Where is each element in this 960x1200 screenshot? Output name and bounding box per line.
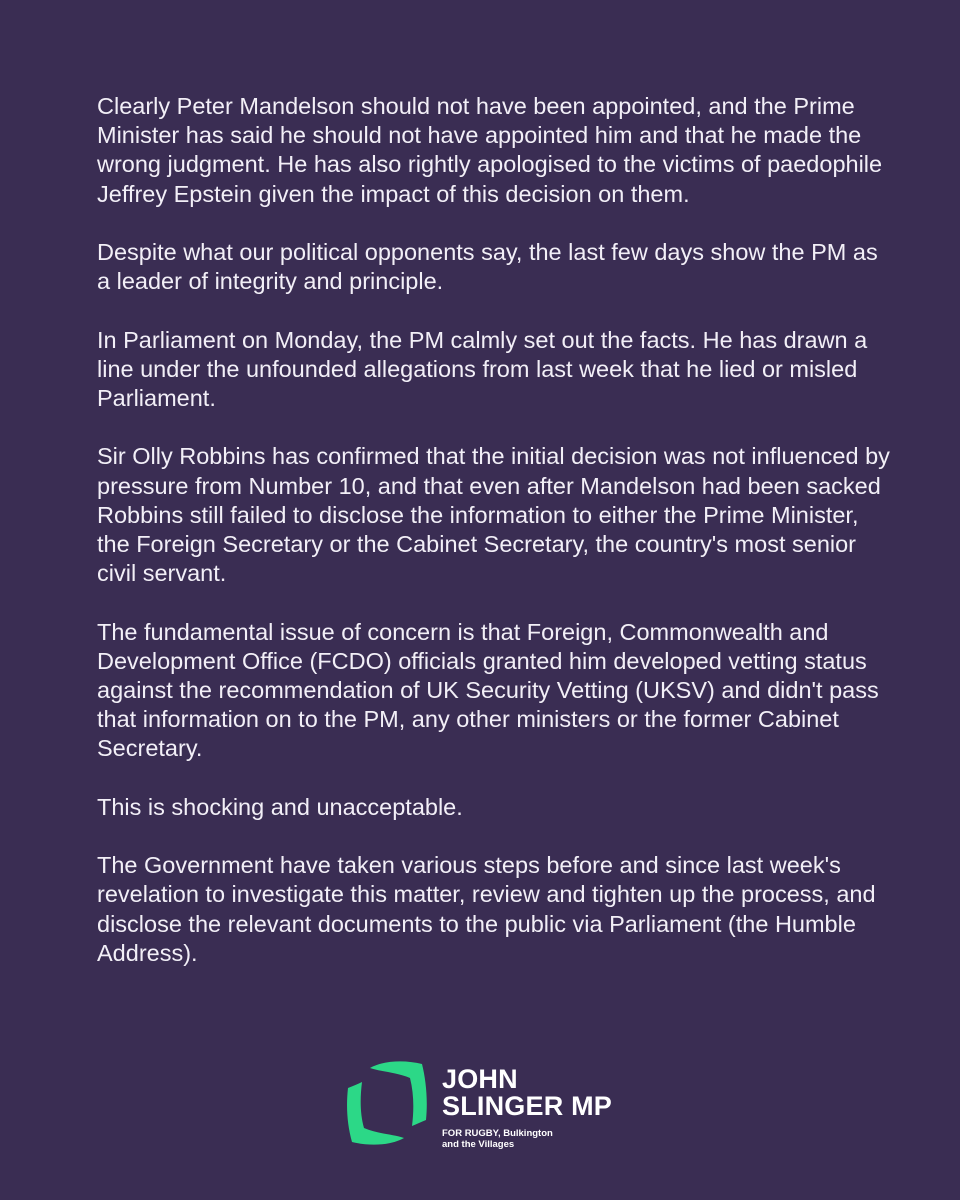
logo-constituency-line1: FOR RUGBY, Bulkington <box>442 1128 553 1139</box>
logo-text <box>442 1066 612 1150</box>
mp-logo <box>344 1058 624 1154</box>
statement-paragraph-3: In Parliament on Monday, the PM calmly set out the facts. He has drawn a line under the unfounded allegations from last week that he lied or misled Parliament. <box>97 326 868 411</box>
statement-paragraph-5: The fundamental issue of concern is that Foreign, Commonwealth and Development Office (FCDO) officials granted him developed vetting status against the recommendation of UK Security Vetting (UKSV) and didn't pass that information on to the PM, any other ministers or the former Cabinet Secretary. <box>97 618 879 762</box>
statement-paragraph-2: Despite what our political opponents say, the last few days show the PM as a leader of integrity and principle. <box>97 239 878 295</box>
statement-paragraph-1: Clearly Peter Mandelson should not have been appointed, and the Prime Minister has said he should not have appointed him and that he made the wrong judgment. He has also rightly apologised to the victims of paedophile Jeffrey Epstein given the impact of this decision on them. <box>97 93 883 207</box>
statement-paragraph-6: This is shocking and unacceptable. <box>97 793 463 820</box>
statement-paragraph-7: The Government have taken various steps before and since last week's revelation to investigate this matter, review and tighten up the process, and disclose the relevant documents to the public via Parliament (the Humble Address). <box>97 852 876 966</box>
statement-paragraph-4: Sir Olly Robbins has confirmed that the initial decision was not influenced by pressure from Number 10, and that even after Mandelson had been sacked Robbins still failed to disclose the information to either the Prime Minister, the Foreign Secretary or the Cabinet Secretary, the country's most senior civil servant. <box>97 443 890 587</box>
logo-constituency-line2: and the Villages <box>442 1139 515 1150</box>
statement-body <box>97 92 897 997</box>
logo-name-line1: JOHN <box>442 1064 518 1094</box>
logo-name-line2: SLINGER MP <box>442 1091 613 1121</box>
green-bracket-mark-icon <box>344 1058 430 1148</box>
